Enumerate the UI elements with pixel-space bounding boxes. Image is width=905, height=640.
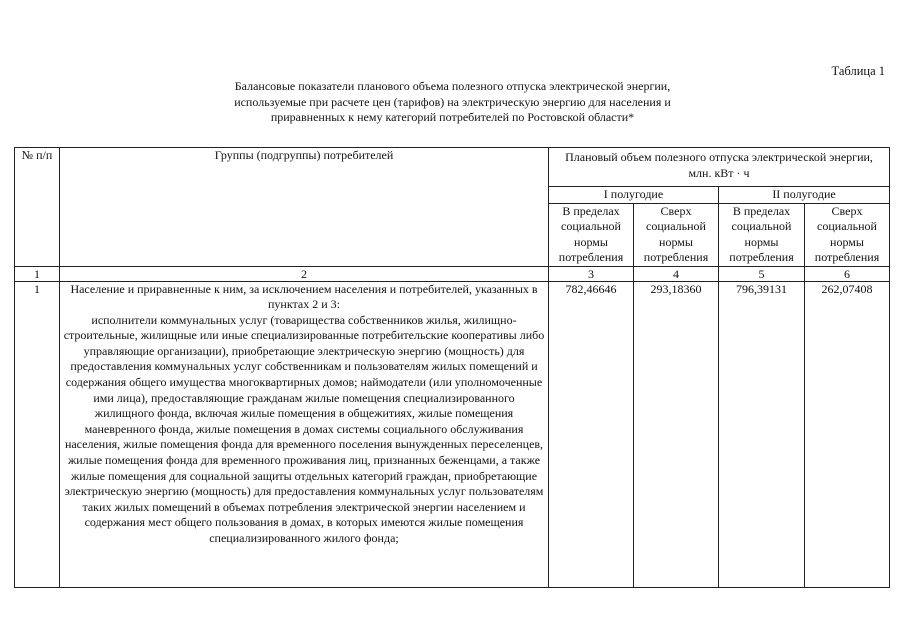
header-volume: Плановый объем полезного отпуска электрической энергии, млн. кВт · ч	[549, 148, 890, 187]
header-above-norm: Сверх социальной нормы потребления	[805, 203, 890, 266]
row-number: 1	[15, 281, 60, 587]
header-within-norm: В пределах социальной нормы потребления	[549, 203, 634, 266]
header-within-norm: В пределах социальной нормы потребления	[719, 203, 805, 266]
column-number: 2	[60, 266, 549, 281]
row-description-detail: исполнители коммунальных услуг (товарищества собственников жилья, жилищно-строительные, жилищные или иные специализированные потребительские кооперативы либо управляющие организации), приобретающие электрическую энергию (мощность) для предоставления коммунальных услуг собственникам и пользователям жилых помещений и содержания общего имущества многоквартирных домов; наймодатели (или уполномоченные ими лица), предоставляющие гражданам жилые помещения специализированного жилищного фонда, включая жилые помещения в общежитиях, жилые помещения маневренного фонда, жилые помещения в домах системы социального обслуживания населения, жилые помещения фонда для временного поселения вынужденных переселенцев, жилые помещения фонда для временного проживания лиц, признанных беженцами, а также жилые помещения для социальной защиты отдельных категорий граждан, приобретающие электрическую энергию (мощность) для предоставления коммунальных услуг пользователям таких жилых помещений в объемах потребления электрической энергии населением и содержания мест общего пользования в домах, в которых имеются жилые помещения специализированного жилого фонда;	[63, 312, 545, 545]
column-number: 1	[15, 266, 60, 281]
value-half1-above: 293,18360	[634, 281, 719, 587]
title-line: используемые при расчете цен (тарифов) на электрическую энергию для населения и	[234, 94, 671, 109]
balance-table	[14, 147, 890, 588]
column-number: 5	[719, 266, 805, 281]
header-row-volume	[15, 148, 890, 187]
header-num: № п/п	[15, 148, 60, 267]
document-title	[150, 79, 755, 126]
header-above-norm: Сверх социальной нормы потребления	[634, 203, 719, 266]
row-description-heading: Население и приравненные к ним, за исключением населения и потребителей, указанных в пунктах 2 и 3:	[70, 281, 538, 312]
header-half-1: I полугодие	[549, 187, 719, 204]
title-line: приравненных к нему категорий потребителей по Ростовской области*	[270, 110, 635, 124]
table-row	[15, 281, 890, 587]
title-line: Балансовые показатели планового объема полезного отпуска электрической энергии,	[234, 79, 671, 93]
column-number: 3	[549, 266, 634, 281]
value-half2-within: 796,39131	[719, 281, 805, 587]
value-half2-above: 262,07408	[805, 281, 890, 587]
column-number: 6	[805, 266, 890, 281]
column-number-row	[15, 266, 890, 281]
header-half-2: II полугодие	[719, 187, 890, 204]
column-number: 4	[634, 266, 719, 281]
table-label: Таблица 1	[831, 64, 885, 78]
value-half1-within: 782,46646	[549, 281, 634, 587]
row-description	[60, 281, 549, 587]
header-group: Группы (подгруппы) потребителей	[60, 148, 549, 267]
